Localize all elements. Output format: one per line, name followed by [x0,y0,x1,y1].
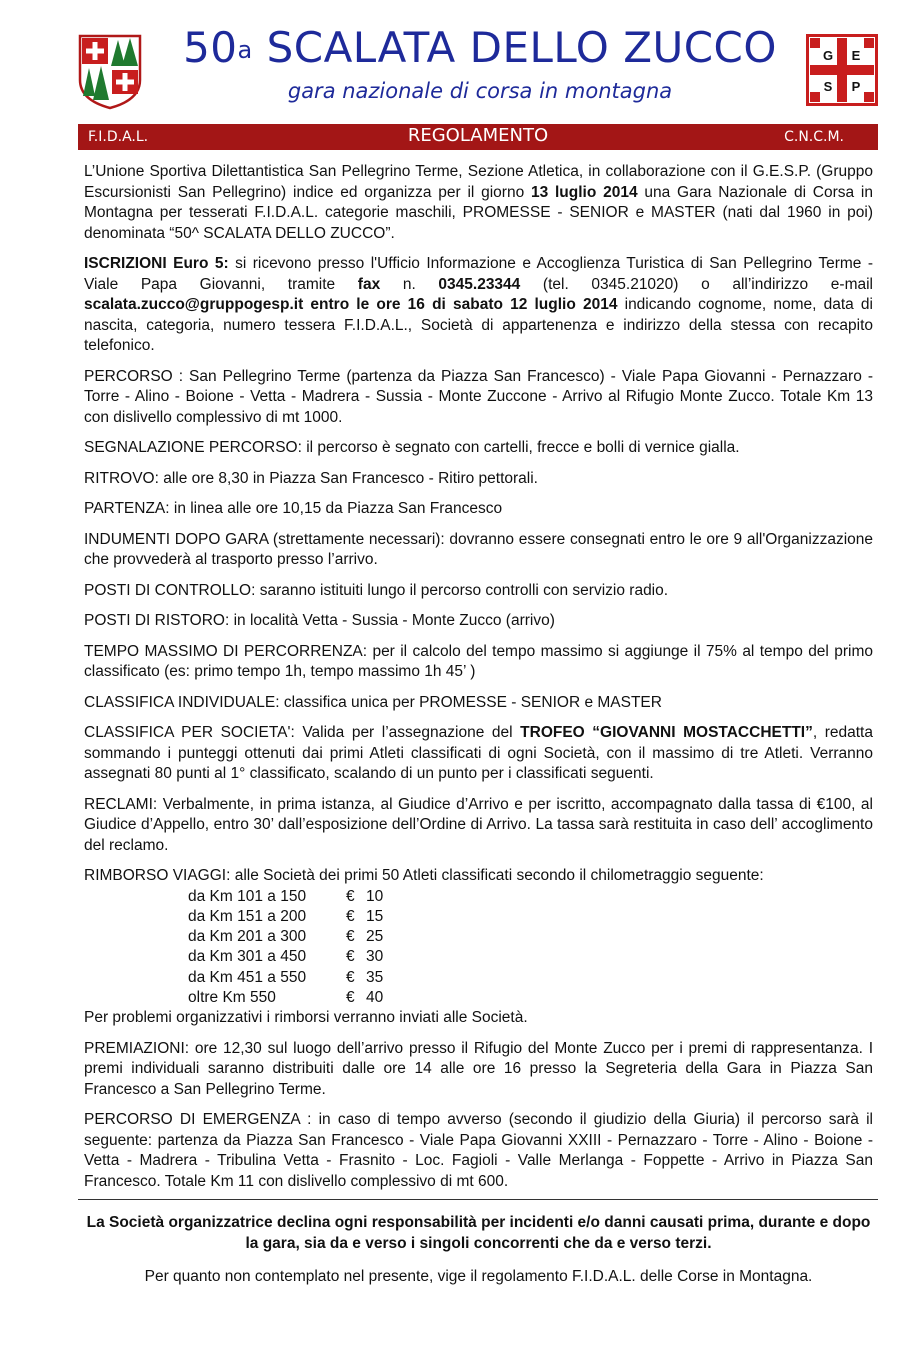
rimborso-intro: RIMBORSO VIAGGI: alle Società dei primi 50 Atleti classificati secondo il chilometraggio seguente: [84,867,764,884]
footer [84,1212,873,1287]
iscrizioni-paragraph: ISCRIZIONI Euro 5: si ricevono presso l'Ufficio Informazione e Accoglienza Turistica di San Pellegrino Terme - Viale Papa Giovanni, tramite fax n. 0345.23344 (tel. 0345.21020) o all’indirizzo e-mail scalata.zucco@gruppogesp.it entro le ore 16 di sabato 12 luglio 2014 indicando cognome, nome, data di nascita, categoria, numero tessera F.I.D.A.L., Società di appartenenza e indirizzo della stessa con recapito telefonico. [84,255,873,354]
tempo-paragraph: TEMPO MASSIMO DI PERCORRENZA: per il calcolo del tempo massimo si aggiunge il 75% al tempo del primo classificato (es: primo tempo 1h, tempo massimo 1h 45’ ) [84,642,874,680]
intro-paragraph: L’Unione Sportiva Dilettantistica San Pellegrino Terme, Sezione Atletica, in collaborazione con il G.E.S.P. (Gruppo Escursionisti San Pellegrino) indice ed organizza per il giorno 13 luglio 2014 una Gara Nazionale di Corsa in Montagna per tesserati F.I.D.A.L. categorie maschili, PROMESSE - SENIOR e MASTER (nati dal 1960 in poi) denominata “50^ SCALATA DELLO ZUCCO”. [84,163,873,242]
indumenti-paragraph: INDUMENTI DOPO GARA (strettamente necessari): dovranno essere consegnati entro le ore 9 all'Organizzazione che provvederà al trasporto presso l’arrivo. [84,530,874,568]
gesp-letter: E [851,48,861,63]
page-header [0,0,900,120]
rimborso-section [84,866,873,1029]
regolamento-body [84,162,873,1202]
bar-left-label: F.I.D.A.L. [88,129,149,145]
bar-right-label: C.N.C.M. [784,129,844,145]
divider [78,1199,878,1200]
page-subtitle: gara nazionale di corsa in montagna [287,79,673,103]
disclaimer-text: La Società organizzatrice declina ogni responsabilità per incidenti e/o danni causati prima, durante e dopo la gara, sia da e verso i singoli concorrenti che da e verso terzi. [86,1214,871,1252]
page-title: 50$^a$ SCALATA DELLO ZUCCO [183,23,777,72]
gesp-logo-icon [806,34,878,106]
emergenza-paragraph: PERCORSO DI EMERGENZA : in caso di tempo avverso (secondo il giudizio della Giuria) il percorso sarà il seguente: partenza da Piazza San Francesco - Viale Papa Giovanni XXIII - Pernazzaro - Torre - Alino - Boione - Vetta - Madrera - Tribulina Vetta - Frasnito - Loc. Fagioli - Valle Merlanga - Foppette - Arrivo in Piazza San Francesco. Totale Km 11 con dislivello complessivo di mt 600. [84,1111,873,1190]
ristoro-paragraph: POSTI DI RISTORO: in località Vetta - Sussia - Monte Zucco (arrivo) [84,612,555,629]
table-row: da Km 451 a 550 € 35 [188,968,384,986]
ritrovo-paragraph: RITROVO: alle ore 8,30 in Piazza San Francesco - Ritiro pettorali. [84,469,538,487]
premiazioni-paragraph: PREMIAZIONI: ore 12,30 sul luogo dell’arrivo presso il Rifugio del Monte Zucco per i premi di rappresentanza. I premi individuali saranno distribuiti dalle ore 14 alle ore 16 presso la Segreteria della Gara in Piazza San Francesco a San Pellegrino Terme. [84,1039,873,1098]
rimborso-table [188,887,383,1009]
table-row: da Km 101 a 150 € 10 [188,887,384,905]
classifica-individuale-paragraph: CLASSIFICA INDIVIDUALE: classifica unica per PROMESSE - SENIOR e MASTER [84,693,662,711]
crest-logo-icon [78,34,142,110]
rimborso-note: Per problemi organizzativi i rimborsi verranno inviati alle Società. [84,1009,528,1027]
table-row: oltre Km 550 € 40 [188,988,384,1006]
bar-center-label: REGOLAMENTO [407,125,549,146]
email-text: scalata.zucco@gruppogesp.it [84,296,304,313]
reclami-paragraph: RECLAMI: Verbalmente, in prima istanza, al Giudice d’Arrivo e per iscritto, accompagnato dalla tassa di €100, al Giudice d’Appello, entro 30’ dall’esposizione dell’Ordine di Arrivo. La tassa sarà restituita in caso dell’ accoglimento del reclamo. [84,795,873,854]
percorso-paragraph: PERCORSO : San Pellegrino Terme (partenza da Piazza San Francesco) - Viale Papa Giovanni - Pernazzaro - Torre - Alino - Boione - Vetta - Madrera - Sussia - Monte Zuccone - Arrivo al Rifugio Monte Zucco. Totale Km 13 con dislivello complessivo di mt 1000. [84,367,873,426]
table-row: da Km 151 a 200 € 15 [188,907,384,925]
controllo-paragraph: POSTI DI CONTROLLO: saranno istituiti lungo il percorso controlli con servizio radio. [84,581,669,599]
gesp-letter: P [851,79,861,94]
segnalazione-paragraph: SEGNALAZIONE PERCORSO: il percorso è segnato con cartelli, frecce e bolli di vernice gialla. [84,439,740,456]
gesp-letter: G [822,48,834,63]
regulation-note: Per quanto non contemplato nel presente, vige il regolamento F.I.D.A.L. delle Corse in Montagna. [144,1268,813,1285]
classifica-societa-paragraph: CLASSIFICA PER SOCIETA': Valida per l’assegnazione del TROFEO “GIOVANNI MOSTACCHETTI”, redatta sommando i punteggi ottenuti dai primi Atleti classificati di ogni Società, con il massimo di tre Atleti. Verranno assegnati 80 punti al 1° classificato, scalando di un punto per i classificati seguenti. [84,724,873,782]
table-row: da Km 201 a 300 € 25 [188,928,384,946]
gesp-letter: S [823,79,833,94]
table-row: da Km 301 a 450 € 30 [188,948,384,966]
partenza-paragraph: PARTENZA: in linea alle ore 10,15 da Piazza San Francesco [84,500,503,517]
section-bar [78,124,878,150]
